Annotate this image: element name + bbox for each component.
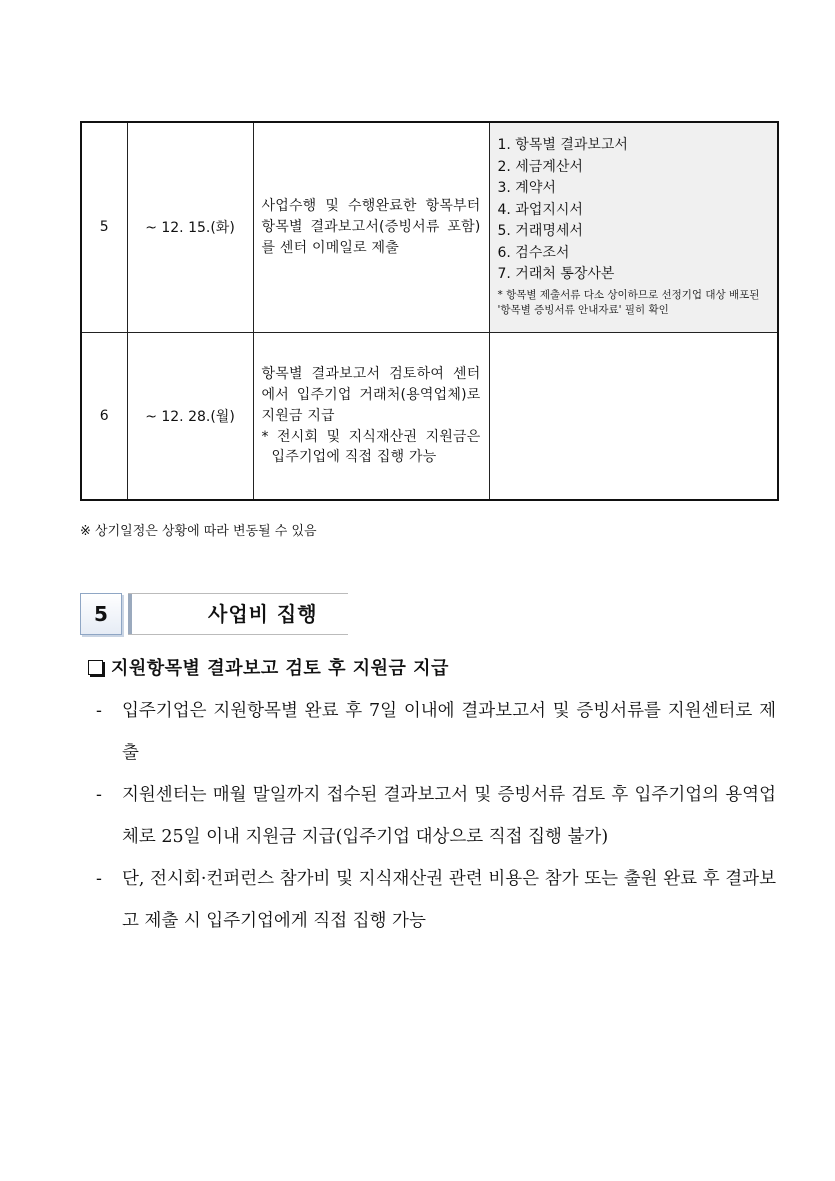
subheading-text: 지원항목별 결과보고 검토 후 지원금 지급: [111, 658, 449, 679]
list-item: - 입주기업은 지원항목별 완료 후 7일 이내에 결과보고서 및 증빙서류를 지원센터로 제출: [96, 690, 776, 774]
step-date: ~ 12. 28.(월): [127, 332, 253, 500]
section-title: 사업비 집행: [208, 602, 318, 626]
table-row: [81, 332, 778, 500]
schedule-table: [80, 121, 779, 501]
step-number: 5: [81, 122, 127, 332]
list-item: 6. 검수조서: [497, 244, 570, 261]
list-item: 3. 계약서: [497, 180, 556, 196]
list-item: 5. 거래명세서: [497, 223, 583, 239]
step-note: * 전시회 및 지식재산권 지원금은 입주기업에 직접 집행 가능: [261, 429, 481, 466]
step-description-cell: [253, 332, 489, 500]
list-item: 4. 과업지시서: [497, 201, 583, 218]
bullet-list: [96, 690, 776, 942]
step-date: ~ 12. 15.(화): [127, 122, 253, 332]
required-documents: [489, 332, 778, 500]
section-number: 5: [80, 593, 122, 635]
list-item: 7. 거래처 통장사본: [497, 266, 615, 282]
step-description: 항목별 결과보고서 검토하여 센터에서 입주기업 거래처(용역업체)로 지원금 지급: [261, 366, 481, 425]
list-item: 2. 세금계산서: [497, 158, 583, 175]
step-description: 사업수행 및 수행완료한 항목부터 항목별 결과보고서(증빙서류 포함)를 센터 이메일로 제출: [253, 122, 489, 332]
list-item: - 단, 전시회·컨퍼런스 참가비 및 지식재산권 관련 비용은 참가 또는 출원 완료 후 결과보고 제출 시 입주기업에게 직접 집행 가능: [96, 858, 776, 942]
checkbox-square-icon: [88, 660, 103, 675]
documents-list: [498, 135, 770, 286]
table-row: [81, 122, 778, 332]
list-item: 1. 항목별 결과보고서: [497, 137, 628, 153]
section-title-box: [128, 593, 348, 635]
step-number: 6: [81, 332, 127, 500]
section-heading: [80, 593, 348, 635]
list-item: - 지원센터는 매월 말일까지 접수된 결과보고서 및 증빙서류 검토 후 입주기업의 용역업체로 25일 이내 지원금 지급(입주기업 대상으로 직접 집행 불가): [96, 774, 776, 858]
subheading: [88, 654, 449, 680]
schedule-footnote: ※ 상기일정은 상황에 따라 변동될 수 있음: [80, 524, 317, 539]
documents-note: * 항목별 제출서류 다소 상이하므로 선정기업 대상 배포된 '항목별 증빙서류 안내자료' 필히 확인: [497, 288, 760, 316]
required-documents: [489, 122, 778, 332]
